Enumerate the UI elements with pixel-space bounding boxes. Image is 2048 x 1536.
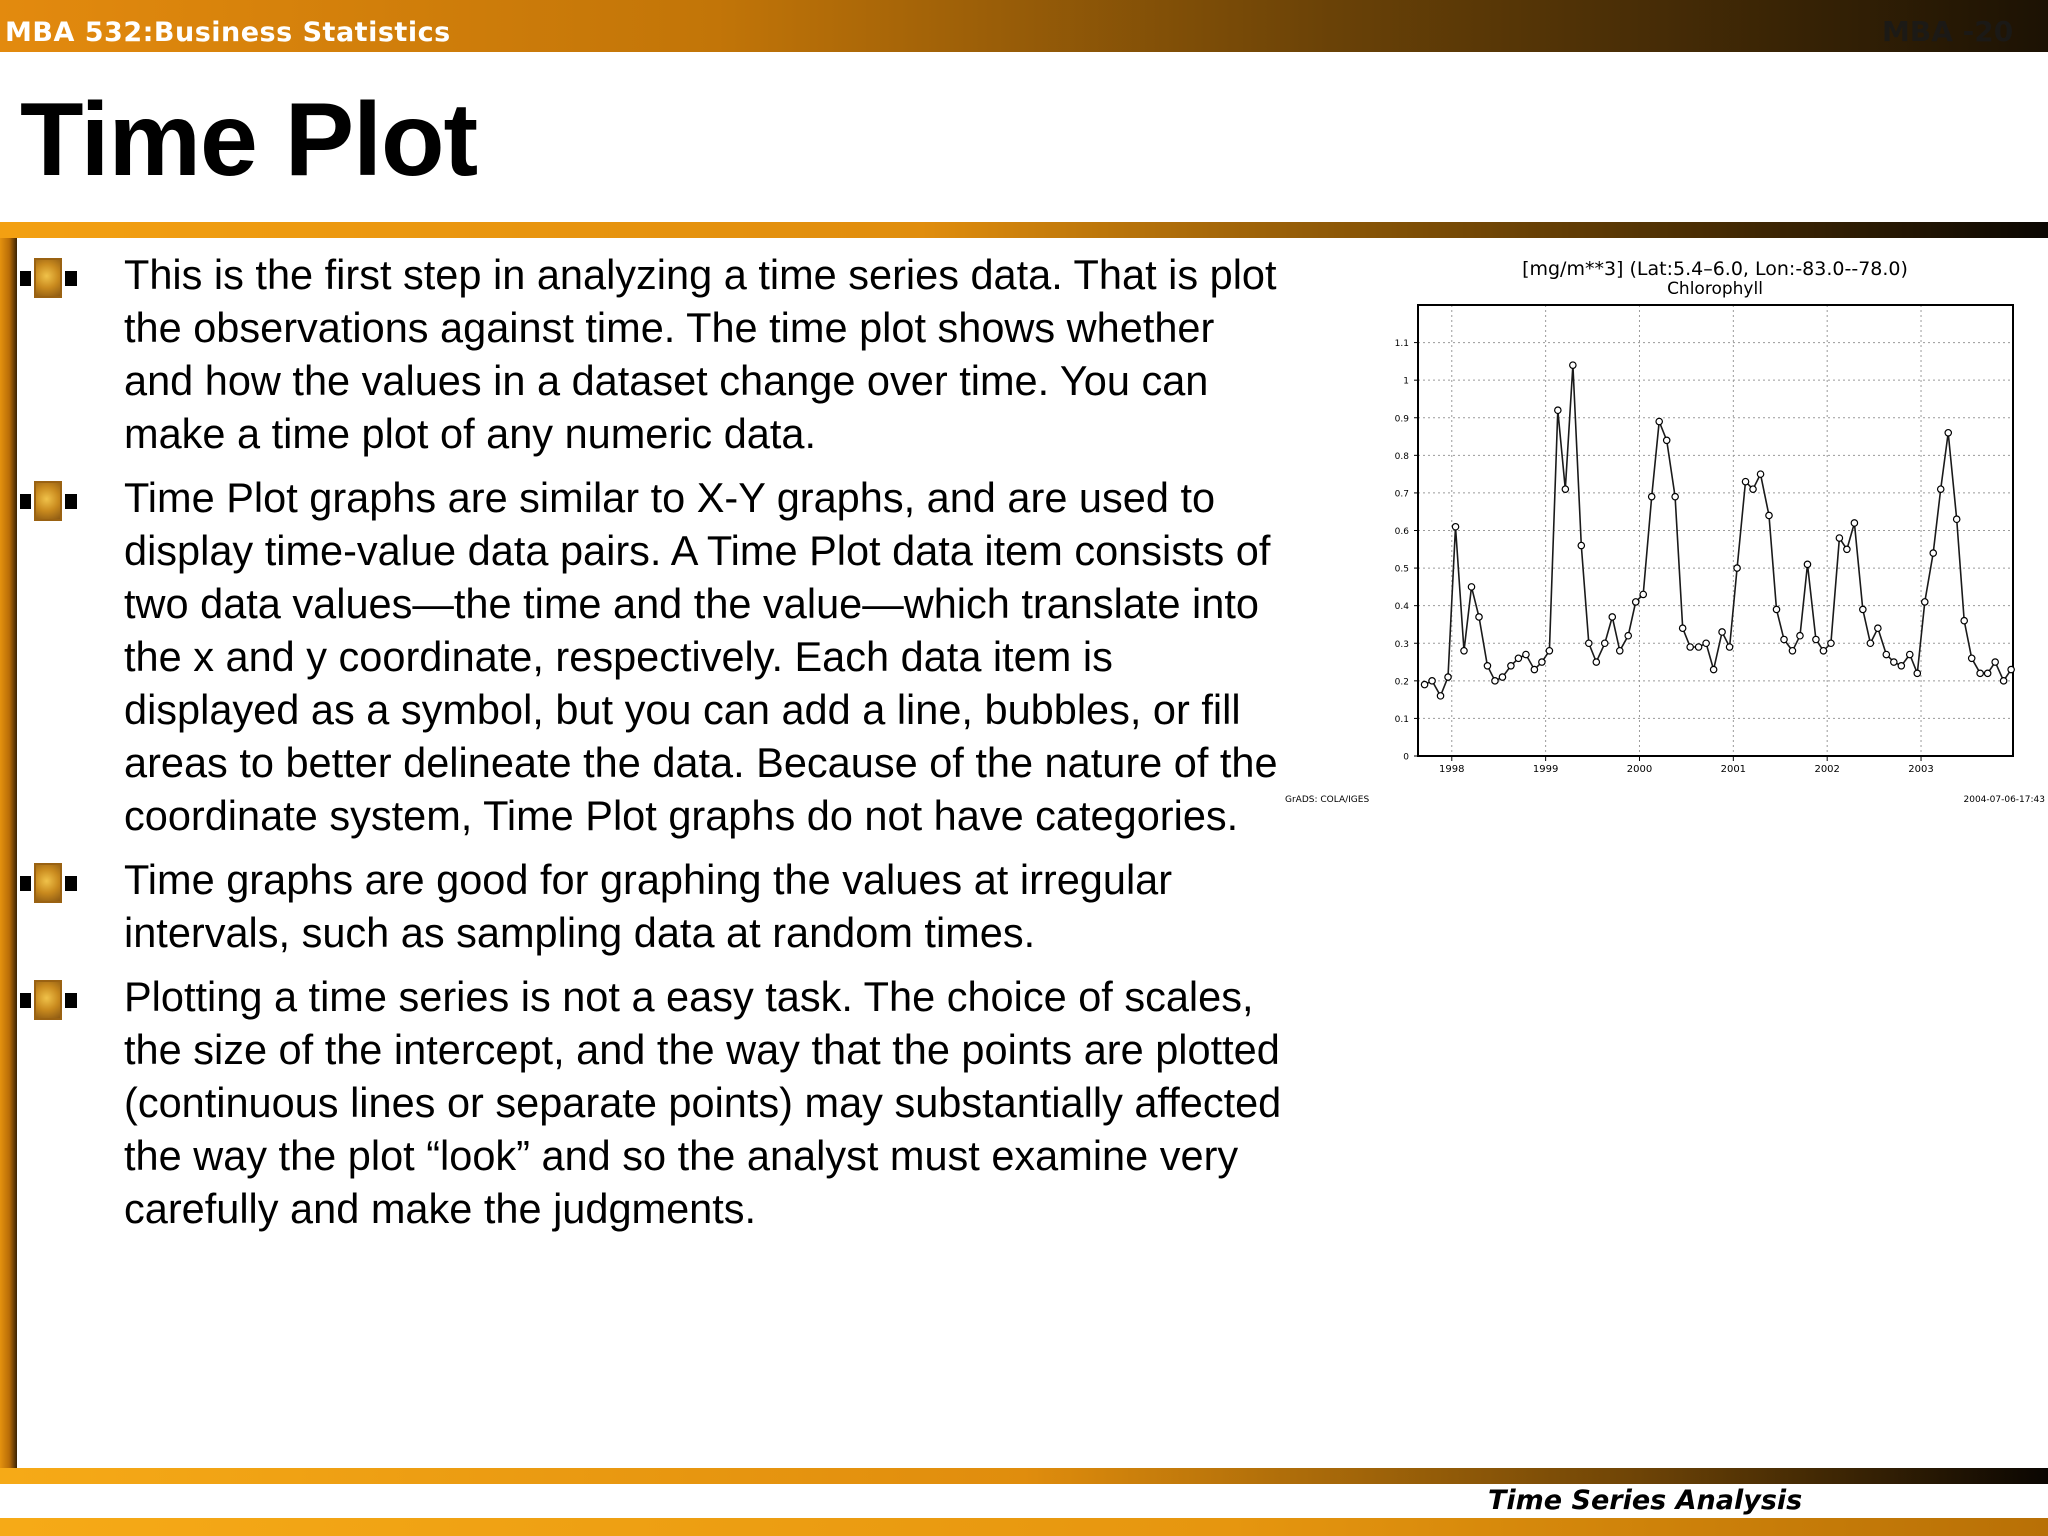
data-point	[1938, 486, 1944, 492]
data-point	[1609, 614, 1615, 620]
x-tick-label: 1999	[1532, 764, 1559, 775]
footer-title: Time Series Analysis	[1488, 1485, 1803, 1516]
data-point	[1625, 633, 1631, 639]
data-point	[1617, 648, 1623, 654]
data-point	[1656, 418, 1662, 424]
page-title: Time Plot	[20, 82, 478, 198]
data-point	[1531, 666, 1537, 672]
data-point	[1429, 678, 1435, 684]
y-tick-label: 0.4	[1394, 602, 1409, 613]
bullet-item	[0, 970, 1284, 1235]
bullet-item	[0, 853, 1284, 959]
x-tick-label: 1998	[1439, 764, 1465, 775]
data-point	[1734, 565, 1740, 571]
data-point	[1781, 636, 1787, 642]
data-point	[1499, 674, 1505, 680]
data-point	[1555, 407, 1561, 413]
data-point	[1969, 655, 1975, 661]
data-point	[1695, 644, 1701, 650]
y-tick-label: 0.5	[1394, 564, 1409, 575]
y-tick-label: 1	[1403, 376, 1409, 387]
x-tick-label: 2000	[1626, 764, 1653, 775]
data-point	[1867, 640, 1873, 646]
data-point	[1445, 674, 1451, 680]
data-point	[1703, 640, 1709, 646]
data-point	[1687, 644, 1693, 650]
bullet-marker-icon	[20, 481, 78, 521]
y-tick-label: 0.9	[1394, 414, 1409, 425]
footer-bottom-bar	[0, 1518, 2048, 1536]
data-point	[1421, 681, 1427, 687]
data-point	[1804, 561, 1810, 567]
data-point	[1992, 659, 1998, 665]
data-point	[1523, 651, 1529, 657]
chart-svg	[1280, 250, 2048, 810]
data-point	[1860, 606, 1866, 612]
data-point	[1484, 663, 1490, 669]
data-point	[1898, 663, 1904, 669]
y-tick-label: 0.7	[1394, 489, 1409, 500]
y-tick-label: 0.2	[1394, 677, 1409, 688]
title-divider	[0, 222, 2048, 238]
data-point	[1961, 618, 1967, 624]
data-point	[2008, 666, 2014, 672]
data-point	[1461, 648, 1467, 654]
data-point	[1602, 640, 1608, 646]
data-point	[1773, 606, 1779, 612]
data-point	[1984, 670, 1990, 676]
data-point	[1508, 663, 1514, 669]
y-tick-label: 0.1	[1394, 714, 1409, 725]
footer-bar	[0, 1468, 2048, 1484]
x-tick-label: 2003	[1908, 764, 1934, 775]
y-tick-label: 0	[1403, 752, 1409, 763]
slide-reference: MBA -20	[1882, 15, 2014, 48]
data-point	[1977, 670, 1983, 676]
data-point	[1710, 666, 1716, 672]
data-point	[1930, 550, 1936, 556]
bullet-text: Time graphs are good for graphing the values at irregular intervals, such as sampling data at random times.	[124, 856, 1173, 956]
data-point	[1953, 516, 1959, 522]
data-point	[1663, 437, 1669, 443]
data-point	[1726, 644, 1732, 650]
data-point	[1570, 362, 1576, 368]
bullet-text: Time Plot graphs are similar to X-Y graphs, and are used to display time-value data pairs. A Time Plot data item consists of two data values—the time and the value—which translate into the x and y coordinate, respectively. Each data item is displayed as a symbol, but you can add a line, bubbles, or fill areas to better delineate the data. Because of the nature of the coordinate system, Time Plot graphs do not have categories.	[124, 474, 1278, 839]
data-point	[1828, 640, 1834, 646]
data-point	[1907, 651, 1913, 657]
bullet-marker-icon	[20, 980, 78, 1020]
bullet-marker-icon	[20, 258, 78, 298]
data-point	[1452, 524, 1458, 530]
y-tick-label: 0.3	[1394, 639, 1409, 650]
data-point	[1789, 648, 1795, 654]
y-tick-label: 1.1	[1394, 339, 1409, 350]
bullet-marker-icon	[20, 863, 78, 903]
chart-footnote-right: 2004-07-06-17:43	[1963, 795, 2045, 805]
data-point	[1766, 512, 1772, 518]
data-point	[1750, 486, 1756, 492]
y-tick-label: 0.8	[1394, 451, 1409, 462]
data-point	[1891, 659, 1897, 665]
data-point	[1633, 599, 1639, 605]
data-point	[1648, 493, 1654, 499]
data-point	[1742, 478, 1748, 484]
data-point	[1757, 471, 1763, 477]
bullet-list	[0, 248, 1290, 1246]
data-point	[1914, 670, 1920, 676]
data-point	[1945, 430, 1951, 436]
data-point	[1476, 614, 1482, 620]
bullet-item	[0, 248, 1284, 460]
data-point	[1468, 584, 1474, 590]
data-point	[1640, 591, 1646, 597]
course-title: MBA 532:Business Statistics	[5, 17, 451, 48]
data-point	[1515, 655, 1521, 661]
data-point	[1437, 693, 1443, 699]
bullet-text: This is the first step in analyzing a time series data. That is plot the observations against time. The time plot shows whether and how the values in a dataset change over time. You can make a time plot of any numeric data.	[124, 251, 1277, 457]
data-point	[1844, 546, 1850, 552]
data-point	[1883, 651, 1889, 657]
bullet-text: Plotting a time series is not a easy task. The choice of scales, the size of the intercept, and the way that the points are plotted (continuous lines or separate points) may substantially affected the way the plot “look” and so the analyst must examine very carefully and make the judgments.	[124, 973, 1282, 1232]
data-point	[1820, 648, 1826, 654]
y-tick-label: 0.6	[1394, 527, 1409, 537]
data-point	[1836, 535, 1842, 541]
data-point	[1578, 542, 1584, 548]
data-point	[1586, 640, 1592, 646]
data-point	[1492, 678, 1498, 684]
data-point	[1719, 629, 1725, 635]
data-point	[1546, 648, 1552, 654]
data-point	[1593, 659, 1599, 665]
data-point	[2000, 678, 2006, 684]
bullet-item	[0, 471, 1284, 842]
data-point	[1679, 625, 1685, 631]
data-point	[1813, 636, 1819, 642]
data-point	[1797, 633, 1803, 639]
data-point	[1922, 599, 1928, 605]
chart-footnote-left: GrADS: COLA/IGES	[1285, 795, 1370, 805]
data-point	[1539, 659, 1545, 665]
data-point	[1851, 520, 1857, 526]
chart-subtitle: Chlorophyll	[1667, 279, 1763, 299]
chlorophyll-time-plot	[1280, 250, 2048, 810]
data-point	[1875, 625, 1881, 631]
x-tick-label: 2002	[1814, 764, 1840, 775]
header-bar	[0, 0, 2048, 52]
data-point	[1562, 486, 1568, 492]
data-point	[1672, 493, 1678, 499]
x-tick-label: 2001	[1720, 764, 1747, 775]
chart-title: [mg/m**3] (Lat:5.4–6.0, Lon:-83.0--78.0)	[1522, 258, 1908, 280]
